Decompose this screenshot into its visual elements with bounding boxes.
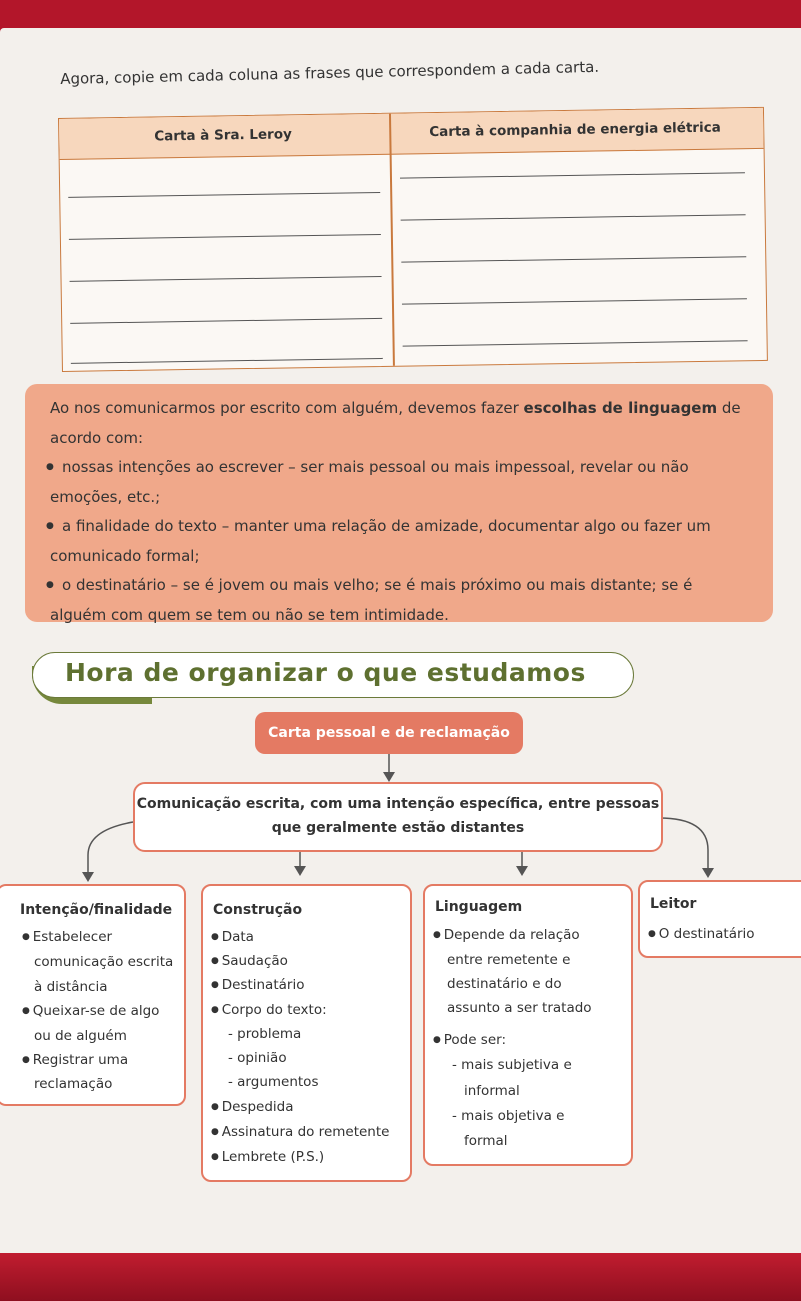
linguagem-line: - mais subjetiva e [452,1057,572,1073]
construcao-line: - problema [228,1026,302,1042]
bullet-purpose-cont: comunicado formal; [50,546,200,565]
construcao-line: Data [221,929,254,945]
linguagem-line: Depende da relação [443,927,580,943]
bullet-purpose: ● a finalidade do texto – manter uma relação de amizade, documentar algo ou fazer um [50,512,770,542]
bullet-recipient: ● o destinatário – se é jovem ou mais velho; se é mais próximo ou mais distante; se é [50,571,770,601]
intencao-line: Registrar uma [32,1052,129,1068]
linguagem-line: destinatário e do [447,976,562,992]
bullet-intentions: ● nossas intenções ao escrever – ser mais pessoal ou mais impessoal, revelar ou não [50,453,770,483]
leitor-line: O destinatário [658,926,755,942]
leitor-box [638,880,801,958]
bullet-intentions-cont: emoções, etc.; [50,487,161,506]
main-node-line1: Comunicação escrita, com uma intenção específica, entre pessoas [136,796,660,812]
linguagem-line: entre remetente e [447,952,571,968]
linguagem-line: formal [464,1133,508,1149]
construcao-line: Lembrete (P.S.) [221,1149,325,1165]
construcao-line: - opinião [228,1050,287,1066]
header-right: Carta à companhia de energia elétrica [429,119,721,141]
header-left: Carta à Sra. Leroy [154,126,292,145]
intencao-title: Intenção/finalidade [20,902,173,918]
linguagem-line: assunto a ser tratado [447,1000,592,1016]
bullet-recipient-cont: alguém com quem se tem ou não se tem intimidade. [50,605,449,624]
construcao-line: Saudação [221,953,288,969]
intencao-line: reclamação [34,1076,113,1092]
construcao-line: Despedida [221,1099,294,1115]
linguagem-title: Linguagem [435,899,523,915]
construcao-line: - argumentos [228,1074,319,1090]
linguagem-line: informal [464,1083,520,1099]
instruction-text: Agora, copie em cada coluna as frases que correspondem a cada carta. [60,57,600,88]
section-title: Hora de organizar o que estudamos [65,658,586,687]
intencao-line: Estabelecer [32,929,113,945]
diagram-top-node: Carta pessoal e de reclamação [255,712,523,754]
info-intro-cont: acordo com: [50,428,144,447]
construcao-line: Destinatário [221,977,305,993]
intencao-line: comunicação escrita [34,954,174,970]
info-intro: Ao nos comunicarmos por escrito com alguém, devemos fazer escolhas de linguagem de [50,399,741,417]
main-node-line2: que geralmente estão distantes [271,820,525,836]
diagram-main-node [133,782,663,852]
intencao-line: ou de alguém [34,1028,127,1044]
intencao-line: Queixar-se de algo [32,1003,160,1019]
construcao-line: Assinatura do remetente [221,1124,390,1140]
linguagem-line: Pode ser: [443,1032,507,1048]
linguagem-line: - mais objetiva e [452,1108,565,1124]
leitor-title: Leitor [650,896,697,912]
construcao-line: Corpo do texto: [221,1002,327,1018]
construcao-title: Construção [213,902,303,918]
intencao-line: à distância [34,979,108,995]
